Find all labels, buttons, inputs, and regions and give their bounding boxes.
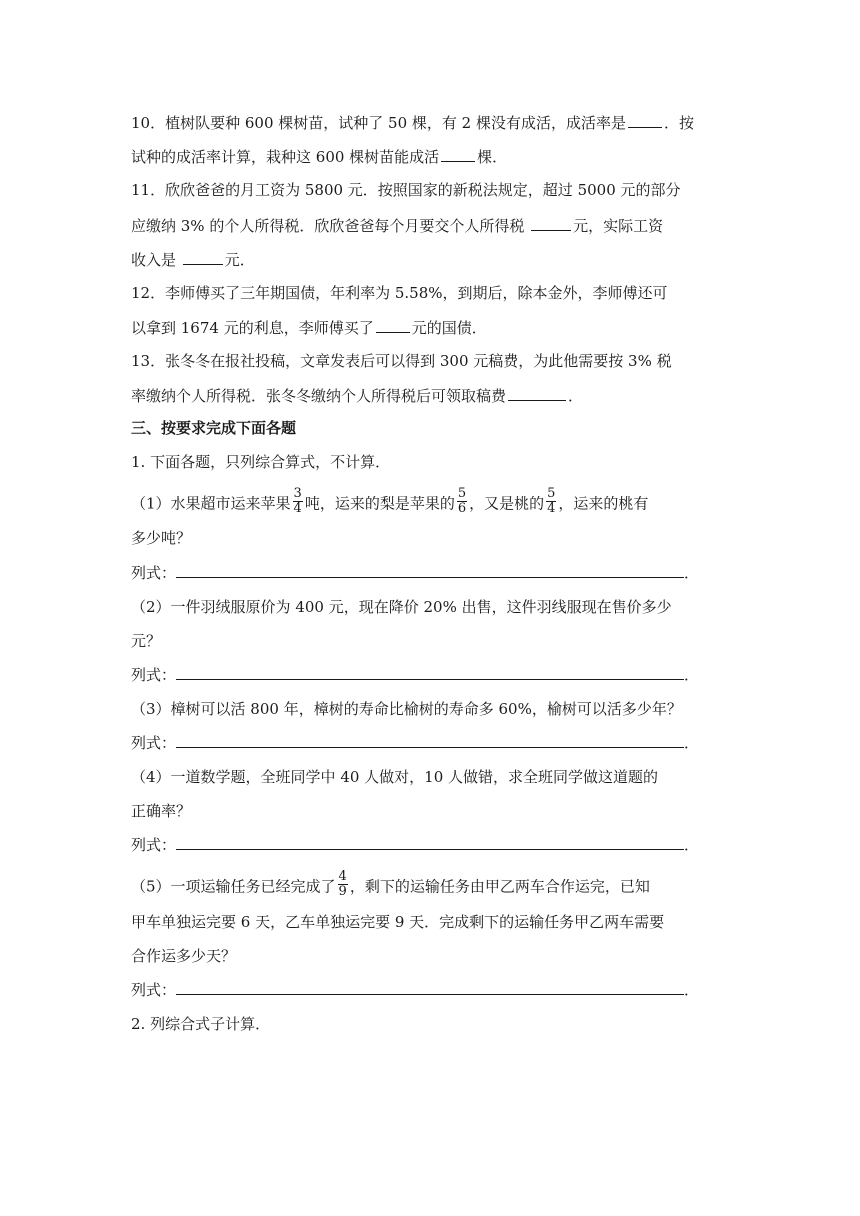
q11-text: 元，实际工资 <box>573 217 664 235</box>
answer-label: 列式： <box>131 734 177 752</box>
q11-line-3 <box>131 249 255 270</box>
p3-answer-row <box>131 733 699 753</box>
p2-answer-line[interactable] <box>176 665 684 680</box>
q10-blank-survivors[interactable] <box>441 146 475 162</box>
answer-end: ． <box>684 836 700 854</box>
fraction-4-9 <box>338 870 348 899</box>
answer-label: 列式： <box>131 666 177 684</box>
p1-answer-row <box>131 563 699 583</box>
answer-label: 列式： <box>131 836 177 854</box>
q13-text: 13．张冬冬在报社投稿，文章发表后可以得到 300 元稿费，为此他需要按 3% 税 <box>131 352 672 370</box>
q11-text: 收入是 <box>131 251 181 269</box>
q10-line-1 <box>131 112 694 133</box>
q13-blank-fee[interactable] <box>508 385 566 401</box>
q11-text: 应缴纳 3% 的个人所得税．欣欣爸爸每个月要交个人所得税 <box>131 217 530 235</box>
q12-line-1 <box>131 283 668 303</box>
q10-blank-survival-rate[interactable] <box>628 112 662 128</box>
fraction-numerator: 5 <box>457 486 467 501</box>
q12-text: 元的国债． <box>411 319 487 337</box>
answer-end: ． <box>684 981 700 999</box>
p4-answer-line[interactable] <box>176 835 684 850</box>
p5-answer-line[interactable] <box>176 980 684 995</box>
p2-line-2: 元？ <box>131 632 162 650</box>
q10-text: 棵． <box>477 148 508 166</box>
p5-text: ，剩下的运输任务由甲乙两车合作运完，已知 <box>349 877 650 896</box>
q11-blank-tax[interactable] <box>531 215 571 231</box>
p4-line-2: 正确率？ <box>131 802 192 820</box>
fraction-numerator: 5 <box>547 486 556 501</box>
q12-text: 以拿到 1674 元的利息，李师傅买了 <box>131 319 374 337</box>
p1-text: ，又是桃的 <box>469 494 545 513</box>
q11-text: 元． <box>224 251 255 269</box>
p5-answer-row <box>131 980 699 1000</box>
p4-answer-row <box>131 835 699 855</box>
fraction-5-4 <box>546 487 556 516</box>
p1-text: ，运来的桃有 <box>558 494 649 513</box>
q11-line-2 <box>131 215 663 236</box>
q11-blank-income[interactable] <box>183 249 223 265</box>
answer-end: ． <box>684 734 700 752</box>
answer-end: ． <box>684 666 700 684</box>
q12-blank-principal[interactable] <box>376 317 410 333</box>
fraction-denominator: 4 <box>547 501 556 516</box>
fraction-denominator: 6 <box>457 501 467 516</box>
q13-text: 率缴纳个人所得税．张冬冬缴纳个人所得税后可领取稿费 <box>131 387 507 405</box>
p3-line-1: （3）樟树可以活 800 年，樟树的寿命比榆树的寿命多 60%，榆树可以活多少年？ <box>131 700 682 718</box>
fraction-denominator: 4 <box>293 501 302 516</box>
p5-line-3: 合作运多少天？ <box>131 947 237 965</box>
fraction-numerator: 3 <box>293 486 302 501</box>
section-3-item-2: 2. 列综合式子计算． <box>131 1015 271 1033</box>
fraction-5-6 <box>457 487 467 516</box>
q12-line-2 <box>131 317 487 338</box>
p5-text: （5）一项运输任务已经完成了 <box>131 877 336 896</box>
q11-line-1 <box>131 180 681 200</box>
p1-line-1 <box>131 486 649 519</box>
fraction-denominator: 9 <box>338 884 347 899</box>
p1-text: 吨，运来的梨是苹果的 <box>304 494 455 513</box>
p5-line-1 <box>131 869 650 902</box>
section-3-item-1: 1. 下面各题，只列综合算式，不计算． <box>131 453 391 471</box>
p2-answer-row <box>131 665 699 685</box>
q12-text: 12．李师傅买了三年期国债，年利率为 5.58%，到期后，除本金外，李师傅还可 <box>131 284 668 302</box>
answer-end: ． <box>684 564 700 582</box>
fraction-numerator: 4 <box>338 869 347 884</box>
fraction-3-4 <box>293 487 303 516</box>
q13-line-2 <box>131 385 583 406</box>
q10-text: 10．植树队要种 600 棵树苗，试种了 50 棵，有 2 棵没有成活，成活率是 <box>131 114 626 132</box>
p5-line-2: 甲车单独运完要 6 天，乙车单独运完要 9 天．完成剩下的运输任务甲乙两车需要 <box>131 913 665 931</box>
section-3-heading: 三、按要求完成下面各题 <box>131 419 297 437</box>
q13-text: ． <box>568 387 584 405</box>
q10-line-2 <box>131 146 507 167</box>
p1-answer-line[interactable] <box>176 563 684 578</box>
q11-text: 11．欣欣爸爸的月工资为 5800 元．按照国家的新税法规定，超过 5000 元的部分 <box>131 181 681 199</box>
q13-line-1 <box>131 351 672 371</box>
p1-line-2: 多少吨？ <box>131 529 192 547</box>
answer-label: 列式： <box>131 564 177 582</box>
answer-label: 列式： <box>131 981 177 999</box>
q10-text: ．按 <box>663 114 694 132</box>
p4-line-1: （4）一道数学题，全班同学中 40 人做对，10 人做错，求全班同学做这道题的 <box>131 768 659 786</box>
p2-line-1: （2）一件羽绒服原价为 400 元，现在降价 20% 出售，这件羽线服现在售价多少 <box>131 598 672 616</box>
q10-text: 试种的成活率计算，栽种这 600 棵树苗能成活 <box>131 148 440 166</box>
p3-answer-line[interactable] <box>176 733 684 748</box>
p1-text: （1）水果超市运来苹果 <box>131 494 291 513</box>
